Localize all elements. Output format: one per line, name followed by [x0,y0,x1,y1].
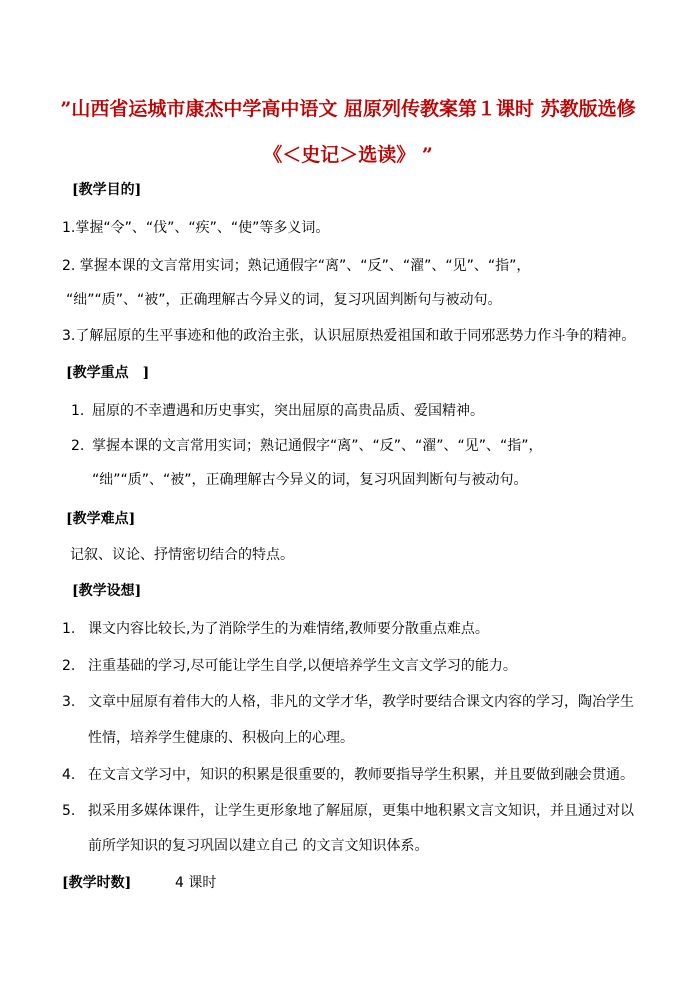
design-item-1 [62,620,489,638]
design-item-3-continuation: 性情，培养学生健康的、积极向上的心理。 [88,730,354,746]
difficulty-text: 记叙、议论、抒情密切结合的特点。 [70,547,294,563]
hours-value: 4 课时 [175,875,217,891]
design-item-text: 课文内容比较长,为了消除学生的为难情绪,教师要分散重点难点。 [88,621,489,637]
design-item-5-continuation: 前所学知识的复习巩固以建立自己 的文言文知识体系。 [88,838,429,854]
focus-item-1 [71,402,484,420]
goal-item-2: 2. 掌握本课的文言常用实词；熟记通假字“离”、“反”、“濯”、“见”、“指”， [62,258,531,274]
design-item-text: 拟采用多媒体课件，让学生更形象地了解屈原，更集中地积累文言文知识，并且通过对以 [88,803,634,819]
focus-item-text: 屈原的不幸遭遇和历史事实，突出屈原的高贵品质、爱国精神。 [92,403,484,419]
design-item-text: 在文言文学习中，知识的积累是很重要的，教师要指导学生积累，并且要做到融会贯通。 [88,767,634,783]
design-item-number: 5. [62,803,76,819]
section-heading-design: [教学设想] [72,583,142,599]
design-item-4 [62,766,634,784]
section-heading-focus: [教学重点 ] [66,365,150,381]
design-item-text: 文章中屈原有着伟大的人格，非凡的文学才华，教学时要结合课文内容的学习，陶冶学生 [88,694,634,710]
focus-item-text: 掌握本课的文言常用实词；熟记通假字“离”、“反”、“濯”、“见”、“指”， [92,438,543,454]
design-item-number: 2. [62,658,76,674]
design-item-5 [62,802,634,820]
section-heading-difficulty: [教学难点] [66,511,136,527]
focus-item-2 [71,437,543,455]
document-title-line-1: ”山西省运城市康杰中学高中语文 屈原列传教案第１课时 苏教版选修 [60,98,636,120]
design-item-2 [62,657,517,675]
design-item-number: 1. [62,621,76,637]
goal-item-3: 3.了解屈原的生平事迹和他的政治主张，认识屈原热爱祖国和敢于同邪恶势力作斗争的精神。 [62,328,636,344]
section-heading-goals: [教学目的] [72,182,142,198]
goal-item-1: 1.掌握“令”、“伐”、“疾”、“使”等多义词。 [62,220,330,236]
focus-item-number: 2. [71,438,85,454]
design-item-text: 注重基础的学习,尽可能让学生自学,以便培养学生文言文学习的能力。 [88,658,517,674]
focus-item-2-continuation: “绌”“质”、“被”，正确理解古今异义的词，复习巩固判断句与被动句。 [92,472,528,488]
document-title-line-2: 《＜史记＞选读》 ” [263,144,433,166]
section-heading-hours: [教学时数] [62,875,132,891]
design-item-number: 4. [62,767,76,783]
focus-item-number: 1. [71,403,85,419]
design-item-number: 3. [62,694,76,710]
goal-item-2-continuation: “绌”“质”、“被”，正确理解古今异义的词，复习巩固判断句与被动句。 [66,292,502,308]
design-item-3 [62,693,634,711]
